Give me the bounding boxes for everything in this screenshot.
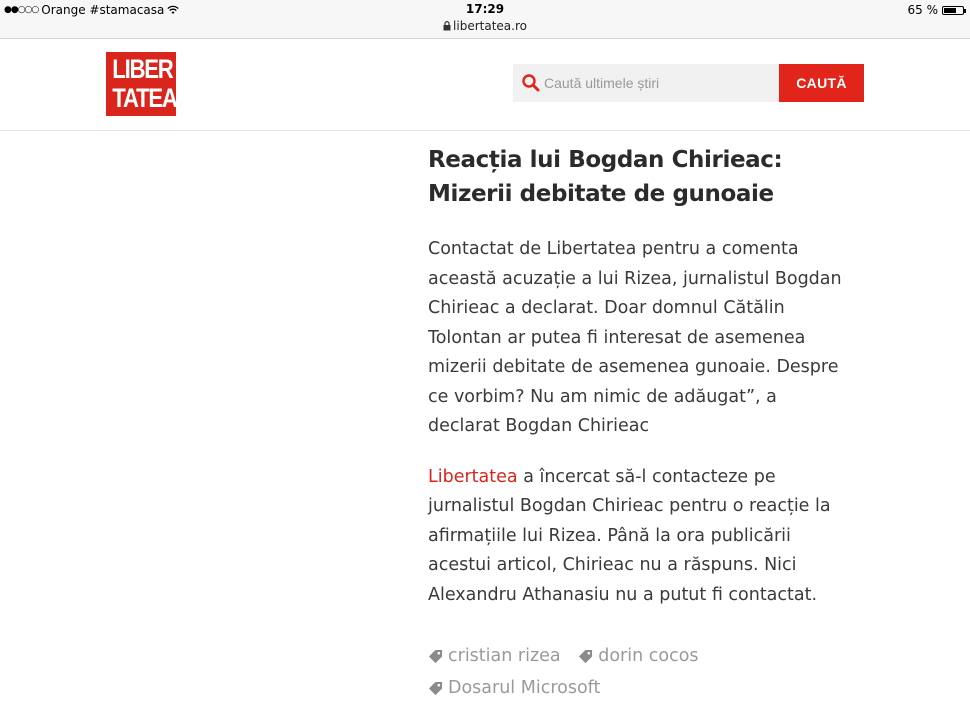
site-header [0, 39, 970, 131]
tag-label: cristian rizea [448, 646, 561, 666]
search-icon [520, 72, 542, 94]
tag-icon [428, 681, 443, 696]
url-text: libertatea.ro [453, 19, 527, 33]
site-logo[interactable] [106, 52, 176, 116]
search-button[interactable]: CAUTĂ [779, 64, 864, 102]
battery-icon [942, 6, 964, 15]
battery-status [908, 3, 965, 17]
tag-label: dorin cocos [598, 646, 699, 666]
search-input[interactable] [542, 67, 776, 99]
battery-level-fill [944, 8, 956, 13]
tag-link[interactable] [428, 642, 561, 671]
tag-list [428, 642, 848, 706]
tag-link[interactable] [428, 674, 600, 703]
tag-link[interactable] [578, 642, 698, 671]
article-body [428, 143, 848, 706]
tag-label: Dosarul Microsoft [448, 678, 601, 698]
tag-icon [578, 649, 593, 664]
article-paragraph [428, 463, 848, 611]
tag-icon [428, 649, 443, 664]
signal-strength-icon: ●●○○○ [4, 5, 39, 15]
search-box [513, 64, 779, 102]
paragraph-text: a încercat să-l contacteze pe jurnalistul Bogdan Chirieac pentru o reacție la afirmațiile lui Rizea. Până la ora publicării acestui articol, Chirieac nu a răspuns. Nici Alexandru Athanasiu nu a putut fi contactat. [428, 466, 831, 605]
lock-icon [443, 21, 451, 31]
libertatea-link[interactable]: Libertatea [428, 466, 518, 487]
logo-line-1: LIBER [112, 54, 173, 84]
battery-percent: 65 % [907, 3, 938, 17]
status-bar [0, 0, 970, 39]
logo-line-2: TATEA [112, 83, 177, 113]
carrier-name: Orange #stamacasa [41, 3, 165, 17]
article-paragraph: Contactat de Libertatea pentru a comenta această acuzație a lui Rizea, jurnalistul Bogdan Chirieac a declarat. Doar domnul Cătălin Tolontan ar putea fi interesat de asemenea mizerii debitate de asemenea gunoaie. Despre ce vorbim? Nu am nimic de adăugat”, a declarat Bogdan Chirieac [428, 239, 842, 436]
section-heading: Reacția lui Bogdan Chirieac: Mizerii debitate de gunoaie [428, 147, 783, 207]
clock: 17:29 [465, 2, 505, 16]
address-bar[interactable] [0, 19, 970, 33]
